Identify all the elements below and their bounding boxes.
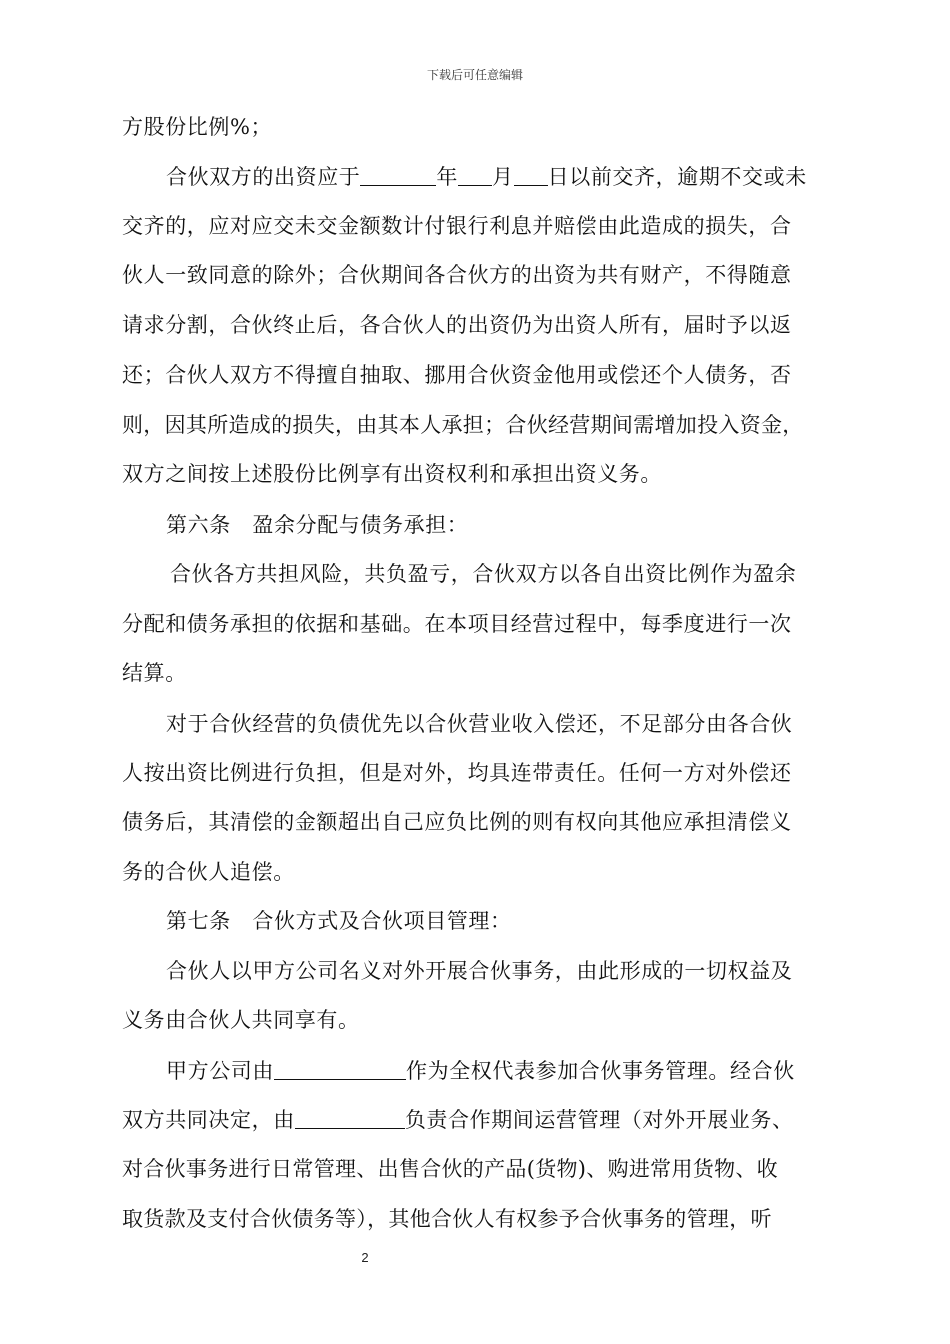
text-line: 义务由合伙人共同享有。 bbox=[122, 1008, 360, 1032]
blank-month-field[interactable] bbox=[458, 163, 492, 186]
text-segment: 日以前交齐，逾期不交或未 bbox=[547, 165, 807, 189]
blank-representative-field[interactable] bbox=[274, 1057, 406, 1080]
text-line: 债务后，其清偿的金额超出自己应负比例的则有权向其他应承担清偿义 bbox=[122, 810, 792, 834]
blank-day-field[interactable] bbox=[514, 163, 548, 186]
text-line-with-blank bbox=[166, 1056, 795, 1086]
text-line: 分配和债务承担的依据和基础。在本项目经营过程中，每季度进行一次 bbox=[122, 612, 792, 636]
text-segment: 作为全权代表参加合伙事务管理。经合伙 bbox=[406, 1059, 795, 1083]
text-line: 对于合伙经营的负债优先以合伙营业收入偿还，不足部分由各合伙 bbox=[166, 712, 793, 736]
blank-year-field[interactable] bbox=[360, 163, 436, 186]
text-segment: 双方共同决定，由 bbox=[122, 1108, 295, 1132]
text-segment: 负责合作期间运营管理（对外开展业务、 bbox=[404, 1108, 794, 1132]
article-7-heading: 第七条 合伙方式及合伙项目管理： bbox=[166, 909, 512, 933]
article-6-heading: 第六条 盈余分配与债务承担： bbox=[166, 513, 469, 537]
text-segment: 甲方公司由 bbox=[166, 1059, 274, 1083]
text-line: 交齐的，应对应交未交金额数计付银行利息并赔偿由此造成的损失，合 bbox=[122, 214, 792, 238]
text-line: 则，因其所造成的损失，由其本人承担；合伙经营期间需增加投入资金， bbox=[122, 413, 804, 437]
text-line: 请求分割，合伙终止后，各合伙人的出资仍为出资人所有，届时予以返 bbox=[122, 313, 792, 337]
text-line: 人按出资比例进行负担，但是对外，均具连带责任。任何一方对外偿还 bbox=[122, 761, 792, 785]
text-segment: 年 bbox=[436, 165, 459, 189]
text-line: 合伙各方共担风险，共负盈亏，合伙双方以各自出资比例作为盈余 bbox=[170, 562, 797, 586]
text-segment: 合伙双方的出资应于 bbox=[166, 165, 361, 189]
page-number: 2 bbox=[361, 1250, 369, 1265]
text-line: 方股份比例%； bbox=[122, 115, 273, 139]
text-line: 取货款及支付合伙债务等），其他合伙人有权参予合伙事务的管理，听 bbox=[122, 1207, 772, 1231]
text-line: 对合伙事务进行日常管理、出售合伙的产品(货物)、购进常用货物、收 bbox=[122, 1157, 778, 1181]
text-line: 还；合伙人双方不得擅自抽取、挪用合伙资金他用或偿还个人债务，否 bbox=[122, 363, 792, 387]
text-line: 伙人一致同意的除外；合伙期间各合伙方的出资为共有财产，不得随意 bbox=[122, 263, 792, 287]
text-line: 合伙人以甲方公司名义对外开展合伙事务，由此形成的一切权益及 bbox=[166, 959, 793, 983]
blank-manager-field[interactable] bbox=[295, 1106, 405, 1129]
text-line: 双方之间按上述股份比例享有出资权利和承担出资义务。 bbox=[122, 462, 662, 486]
text-segment: 月 bbox=[492, 165, 514, 189]
text-line-with-blank bbox=[122, 1105, 794, 1135]
text-line-with-blanks bbox=[166, 162, 807, 192]
text-line: 务的合伙人追偿。 bbox=[122, 860, 295, 884]
page-header: 下载后可任意编辑 bbox=[426, 68, 523, 82]
text-line: 结算。 bbox=[122, 661, 187, 685]
